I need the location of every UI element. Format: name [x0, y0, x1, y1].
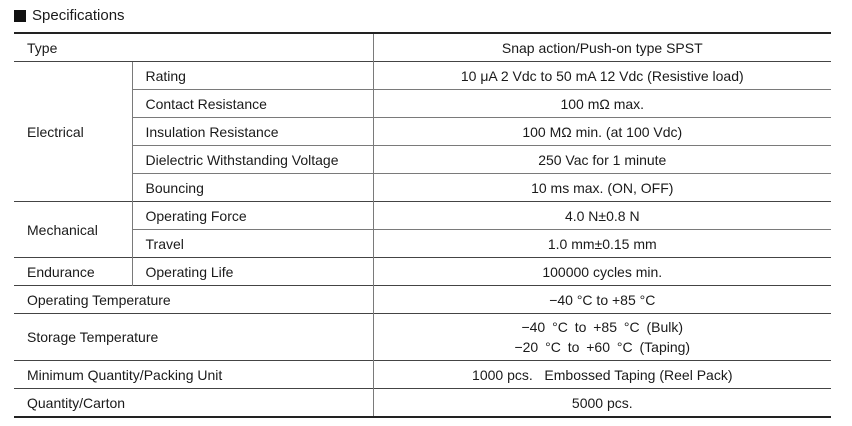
- row-value: 4.0 N±0.8 N: [373, 202, 831, 230]
- table-row-dielectric: [14, 146, 831, 174]
- table-row-rating: [14, 62, 831, 90]
- row-label: Operating Life: [132, 258, 373, 286]
- table-row-min-quantity: [14, 361, 831, 389]
- section-title: Specifications: [32, 7, 125, 24]
- row-label: Type: [14, 33, 373, 62]
- storage-value-bulk: −40 °C to +85 °C (Bulk): [521, 319, 684, 335]
- row-label: Travel: [132, 230, 373, 258]
- table-row-operating-life: [14, 258, 831, 286]
- table-row-contact-resistance: [14, 90, 831, 118]
- row-value: [373, 314, 831, 361]
- group-label-endurance: Endurance: [14, 258, 132, 286]
- row-label: Operating Temperature: [14, 286, 373, 314]
- table-row-operating-force: [14, 202, 831, 230]
- row-label: Quantity/Carton: [14, 389, 373, 418]
- section-heading: [14, 7, 125, 24]
- row-value: −40 °C to +85 °C: [373, 286, 831, 314]
- row-value: 250 Vac for 1 minute: [373, 146, 831, 174]
- row-value: 10 μA 2 Vdc to 50 mA 12 Vdc (Resistive load): [373, 62, 831, 90]
- table-row-travel: [14, 230, 831, 258]
- row-value: 1.0 mm±0.15 mm: [373, 230, 831, 258]
- row-value: 100000 cycles min.: [373, 258, 831, 286]
- table-row-storage-temperature: [14, 314, 831, 361]
- row-label: Operating Force: [132, 202, 373, 230]
- storage-value-taping: −20 °C to +60 °C (Taping): [514, 339, 691, 355]
- row-value: Snap action/Push-on type SPST: [373, 33, 831, 62]
- row-value: 10 ms max. (ON, OFF): [373, 174, 831, 202]
- row-label: Rating: [132, 62, 373, 90]
- table-row-quantity-carton: [14, 389, 831, 418]
- square-bullet-icon: [14, 10, 26, 22]
- group-label-mechanical: Mechanical: [14, 202, 132, 258]
- table-row-type: [14, 33, 831, 62]
- row-label: Bouncing: [132, 174, 373, 202]
- row-label: Contact Resistance: [132, 90, 373, 118]
- row-value: 5000 pcs.: [373, 389, 831, 418]
- group-label-electrical: Electrical: [14, 62, 132, 202]
- table-row-insulation-resistance: [14, 118, 831, 146]
- row-value: 100 mΩ max.: [373, 90, 831, 118]
- table-row-operating-temperature: [14, 286, 831, 314]
- row-label: Storage Temperature: [14, 314, 373, 361]
- table-row-bouncing: [14, 174, 831, 202]
- row-label: Minimum Quantity/Packing Unit: [14, 361, 373, 389]
- row-value: 1000 pcs. Embossed Taping (Reel Pack): [373, 361, 831, 389]
- row-label: Dielectric Withstanding Voltage: [132, 146, 373, 174]
- row-label: Insulation Resistance: [132, 118, 373, 146]
- specifications-table: [14, 32, 831, 418]
- row-value: 100 MΩ min. (at 100 Vdc): [373, 118, 831, 146]
